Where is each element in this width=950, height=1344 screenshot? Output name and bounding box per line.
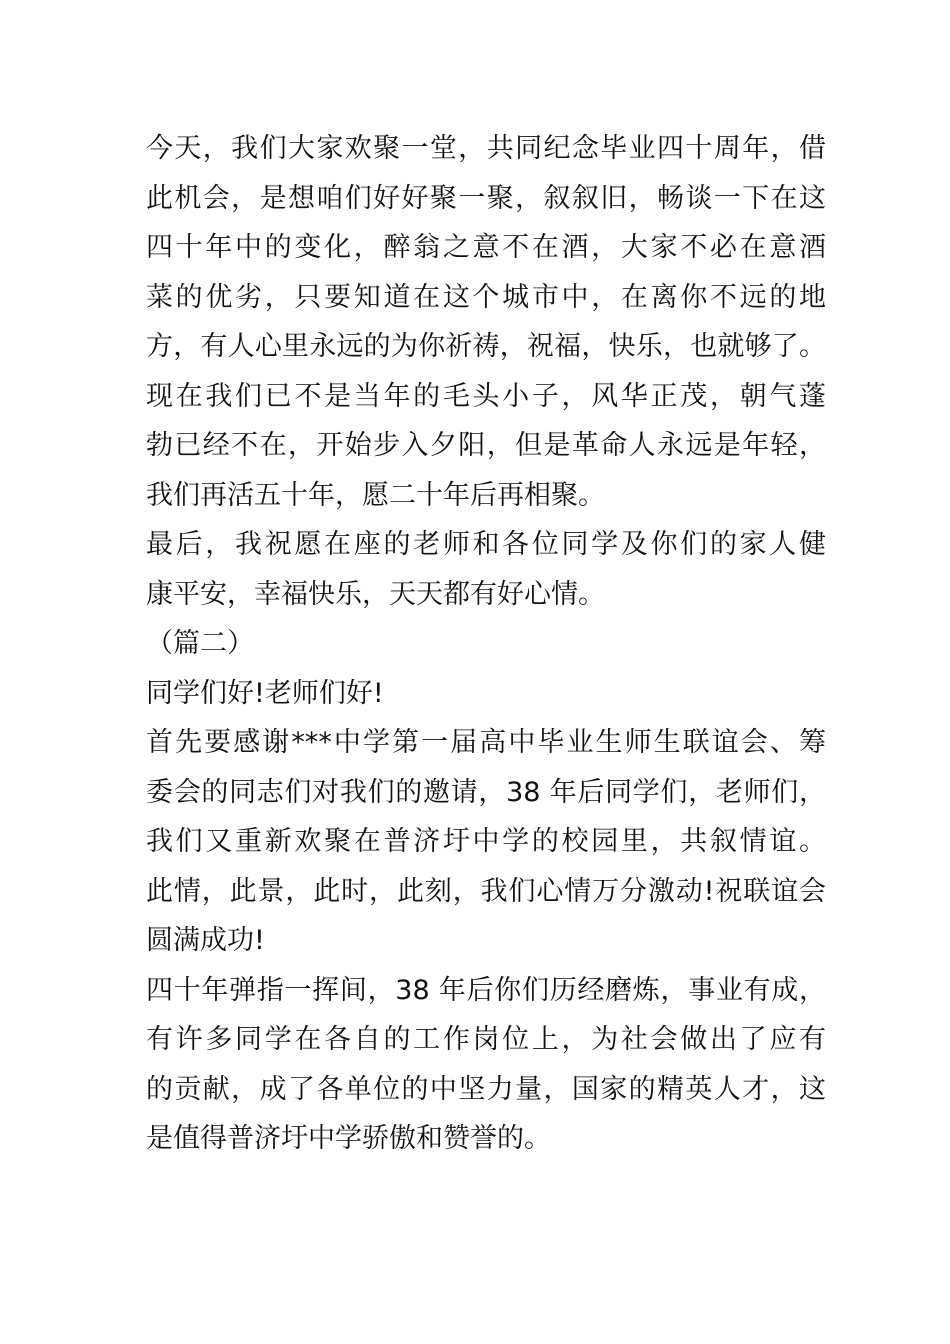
text-line: 勃已经不在，开始步入夕阳，但是革命人永远是年轻， — [146, 430, 826, 461]
text-line: 是值得普济圩中学骄傲和赞誉的。 — [146, 1123, 551, 1154]
text-line: 首先要感谢***中学第一届高中毕业生师生联谊会、筹 — [146, 727, 826, 758]
text-line: 我们又重新欢聚在普济圩中学的校园里，共叙情谊。 — [146, 826, 826, 857]
text-line: 现在我们已不是当年的毛头小子，风华正茂，朝气蓬 — [146, 380, 826, 412]
paragraph-greeting — [146, 669, 826, 719]
paragraph-wishes — [146, 520, 826, 619]
paragraph-thanks — [146, 718, 826, 966]
paragraph-gathering — [146, 124, 826, 520]
text-line: 委会的同志们对我们的邀请，38 年后同学们，老师们， — [146, 776, 826, 808]
text-line: 圆满成功! — [146, 925, 265, 956]
text-line: 今天，我们大家欢聚一堂，共同纪念毕业四十周年，借 — [146, 133, 826, 164]
paragraph-forty-years — [146, 966, 826, 1164]
text-line: 同学们好!老师们好! — [146, 677, 384, 709]
text-line: 四十年中的变化，醉翁之意不在酒，大家不必在意酒 — [146, 232, 826, 263]
text-line: 四十年弹指一挥间，38 年后你们历经磨炼，事业有成， — [146, 974, 826, 1006]
text-line: 有许多同学在各自的工作岗位上，为社会做出了应有 — [146, 1024, 826, 1055]
text-line: 最后，我祝愿在座的老师和各位同学及你们的家人健 — [146, 529, 826, 560]
text-line: 的贡献，成了各单位的中坚力量，国家的精英人才，这 — [146, 1073, 826, 1105]
text-line: 康平安，幸福快乐，天天都有好心情。 — [146, 578, 605, 610]
section-heading — [146, 619, 826, 669]
text-line: 我们再活五十年，愿二十年后再相聚。 — [146, 479, 605, 511]
text-line: 此机会，是想咱们好好聚一聚，叙叙旧，畅谈一下在这 — [146, 182, 826, 214]
document-body — [146, 124, 826, 1164]
text-line: 此情，此景，此时，此刻，我们心情万分激动!祝联谊会 — [146, 875, 826, 907]
section-heading-text: （篇二） — [146, 628, 254, 659]
text-line: 菜的优劣，只要知道在这个城市中，在离你不远的地 — [146, 281, 826, 313]
text-line: 方，有人心里永远的为你祈祷，祝福，快乐，也就够了。 — [146, 331, 826, 362]
